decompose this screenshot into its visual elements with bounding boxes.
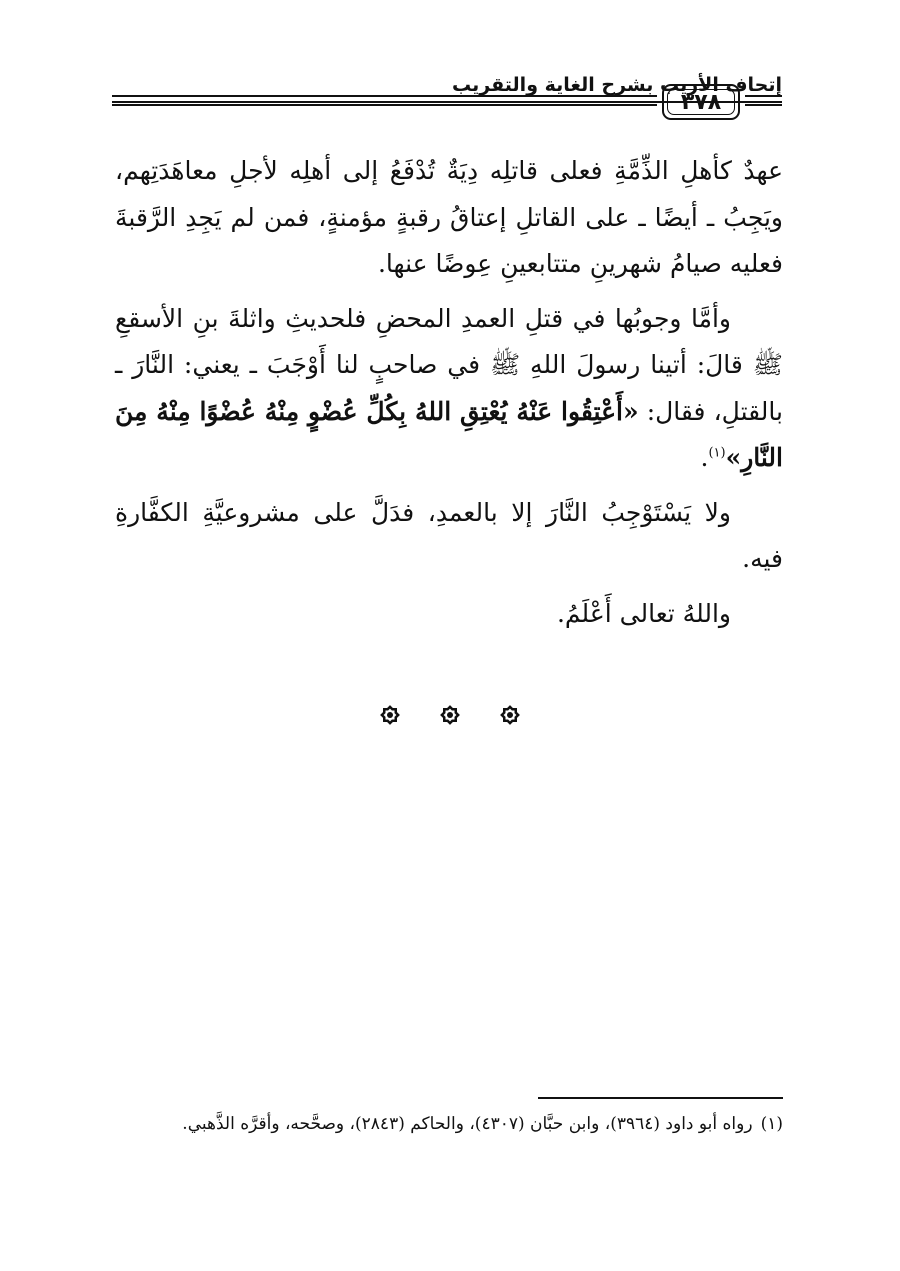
- footnote: [115, 1107, 783, 1141]
- octagram-ornament-icon: [377, 702, 403, 728]
- footnote-separator: [538, 1097, 783, 1099]
- main-text: [115, 148, 783, 645]
- header-double-rule-left: [112, 95, 657, 106]
- footnote-number: (١): [760, 1114, 783, 1134]
- footnote-marker: (١): [708, 445, 726, 461]
- running-title: إتحاف الأريب بشرح الغاية والتقريب: [452, 74, 782, 96]
- header-double-rule-right: [745, 95, 782, 106]
- paragraph-2-intro: وأمَّا وجوبُها في قتلِ العمدِ المحضِ فلحديثِ واثلةَ بنِ الأسقعِ ﷺ قالَ: أتينا رسولَ اللهِ ﷺ في صاحبٍ لنا أَوْجَبَ ـ يعني: النَّارَ ـ بالقتلِ، فقال:: [115, 303, 783, 426]
- page-number-frame: [662, 84, 740, 120]
- paragraph-2: [115, 296, 783, 482]
- hadith-quote: «أَعْتِقُوا عَنْهُ يُعْتِقِ اللهُ بِكُلِّ عُضْوٍ مِنْهُ عُضْوًا مِنْهُ مِنَ النَّارِ»: [115, 396, 783, 472]
- paragraph-2-end: .: [700, 443, 709, 472]
- octagram-ornament-icon: [437, 702, 463, 728]
- paragraph-3: ولا يَسْتَوْجِبُ النَّارَ إلا بالعمدِ، فدَلَّ على مشروعيَّةِ الكفَّارةِ فيه.: [115, 497, 783, 573]
- footnote-text: رواه أبو داود (٣٩٦٤)، وابن حبَّان (٤٣٠٧)، والحاكم (٢٨٤٣)، وصحَّحه، وأقرَّه الذَّهبي.: [182, 1114, 753, 1134]
- closing-line: واللهُ تعالى أَعْلَمُ.: [556, 598, 731, 628]
- octagram-ornament-icon: [497, 702, 523, 728]
- paragraph-1: عهدٌ كأهلِ الذِّمَّةِ فعلى قاتلِه دِيَةٌ تُدْفَعُ إلى أهلِه لأجلِ معاهَدَتِهم، ويَجِبُ ـ أيضًا ـ على القاتلِ إعتاقُ رقبةٍ مؤمنةٍ، فمن لم يَجِدِ الرَّقبةَ فعليه صيامُ شهرينِ متتابعينِ عِوضًا عنها.: [115, 156, 783, 278]
- page-number: ٣٧٨: [667, 89, 735, 115]
- section-ornaments: [0, 702, 900, 728]
